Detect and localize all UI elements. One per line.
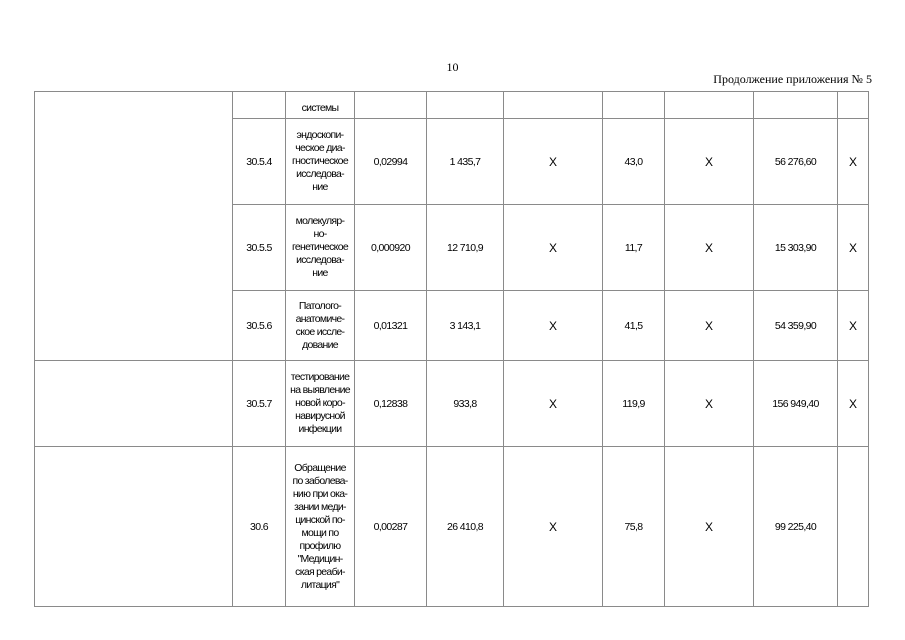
name-line: гностическое [292,155,348,167]
name-line: "Медицин- [297,552,343,565]
x-mark-cell: X [665,205,754,291]
name-line: Патолого- [298,299,342,312]
value-cell: 41,5 [603,291,665,361]
table-cell [754,92,838,119]
service-name-cell: системы [286,92,355,119]
table-cell [504,92,603,119]
x-mark-cell: X [838,119,869,205]
name-line: дование [302,338,338,351]
value-cell: 0,01321 [355,291,427,361]
table-row [35,92,869,119]
empty-cell [35,92,233,361]
code-cell: 30.5.7 [233,361,286,447]
name-line: профилю [299,539,341,552]
empty-cell [35,361,233,447]
name-line: зании меди- [294,500,346,513]
appendix-continuation-label: Продолжение приложения № 5 [713,72,872,86]
name-line: ская реаби- [295,565,345,578]
code-cell: 30.5.4 [233,119,286,205]
service-name-cell [286,119,355,205]
name-line: по заболева- [292,474,348,487]
table-cell [233,92,286,119]
x-mark-cell: X [504,119,603,205]
empty-cell [35,447,233,607]
value-cell: 75,8 [603,447,665,607]
name-line: но- [313,228,327,240]
x-mark-cell: X [504,361,603,447]
name-line: на выявление [290,384,350,396]
x-mark-cell: X [665,447,754,607]
table-cell [355,92,427,119]
name-line: навирусной [295,410,345,422]
value-cell: 1 435,7 [427,119,504,205]
table-cell [603,92,665,119]
name-line: ское иссле- [295,325,345,338]
name-line: мощи по [301,526,339,539]
service-name-cell [286,361,355,447]
x-mark-cell: X [665,291,754,361]
x-mark-cell: X [504,447,603,607]
name-line: ческое диа- [295,142,345,154]
x-mark-cell [838,447,869,607]
page-number: 10 [446,60,459,74]
name-line: исследова- [296,168,344,180]
value-cell: 119,9 [603,361,665,447]
value-cell: 15 303,90 [754,205,838,291]
name-line: ние [312,267,328,279]
service-name-cell [286,291,355,361]
x-mark-cell: X [838,205,869,291]
name-line: цинской по- [295,513,345,526]
value-cell: 0,02994 [355,119,427,205]
table-row [35,361,869,447]
value-cell: 156 949,40 [754,361,838,447]
value-cell: 12 710,9 [427,205,504,291]
value-cell: 43,0 [603,119,665,205]
x-mark-cell: X [838,291,869,361]
value-cell: 0,12838 [355,361,427,447]
value-cell: 54 359,90 [754,291,838,361]
name-line: тестирование [290,371,350,383]
x-mark-cell: X [665,361,754,447]
name-line: новой коро- [295,397,345,409]
name-line: эндоскопи- [296,129,344,141]
value-cell: 0,00287 [355,447,427,607]
service-name-cell [286,447,355,607]
table-cell [838,92,869,119]
value-cell: 3 143,1 [427,291,504,361]
name-line: нию при ока- [292,487,348,500]
value-cell: 99 225,40 [754,447,838,607]
name-line: анатомиче- [295,312,345,325]
name-line: литация" [300,578,340,591]
x-mark-cell: X [504,205,603,291]
tariff-table [34,91,869,607]
value-cell: 11,7 [603,205,665,291]
value-cell: 56 276,60 [754,119,838,205]
table-row [35,447,869,607]
x-mark-cell: X [838,361,869,447]
name-line: ние [312,181,328,193]
name-line: молекуляр- [295,215,345,227]
code-cell: 30.5.6 [233,291,286,361]
code-cell: 30.5.5 [233,205,286,291]
value-cell: 26 410,8 [427,447,504,607]
name-line: исследова- [296,254,344,266]
code-cell: 30.6 [233,447,286,607]
name-line: генетическое [292,241,348,253]
x-mark-cell: X [504,291,603,361]
name-line: Обращение [294,461,346,474]
value-cell: 933,8 [427,361,504,447]
value-cell: 0,000920 [355,205,427,291]
service-name-cell [286,205,355,291]
x-mark-cell: X [665,119,754,205]
name-line: инфекции [298,423,342,435]
table-cell [427,92,504,119]
table-cell [665,92,754,119]
